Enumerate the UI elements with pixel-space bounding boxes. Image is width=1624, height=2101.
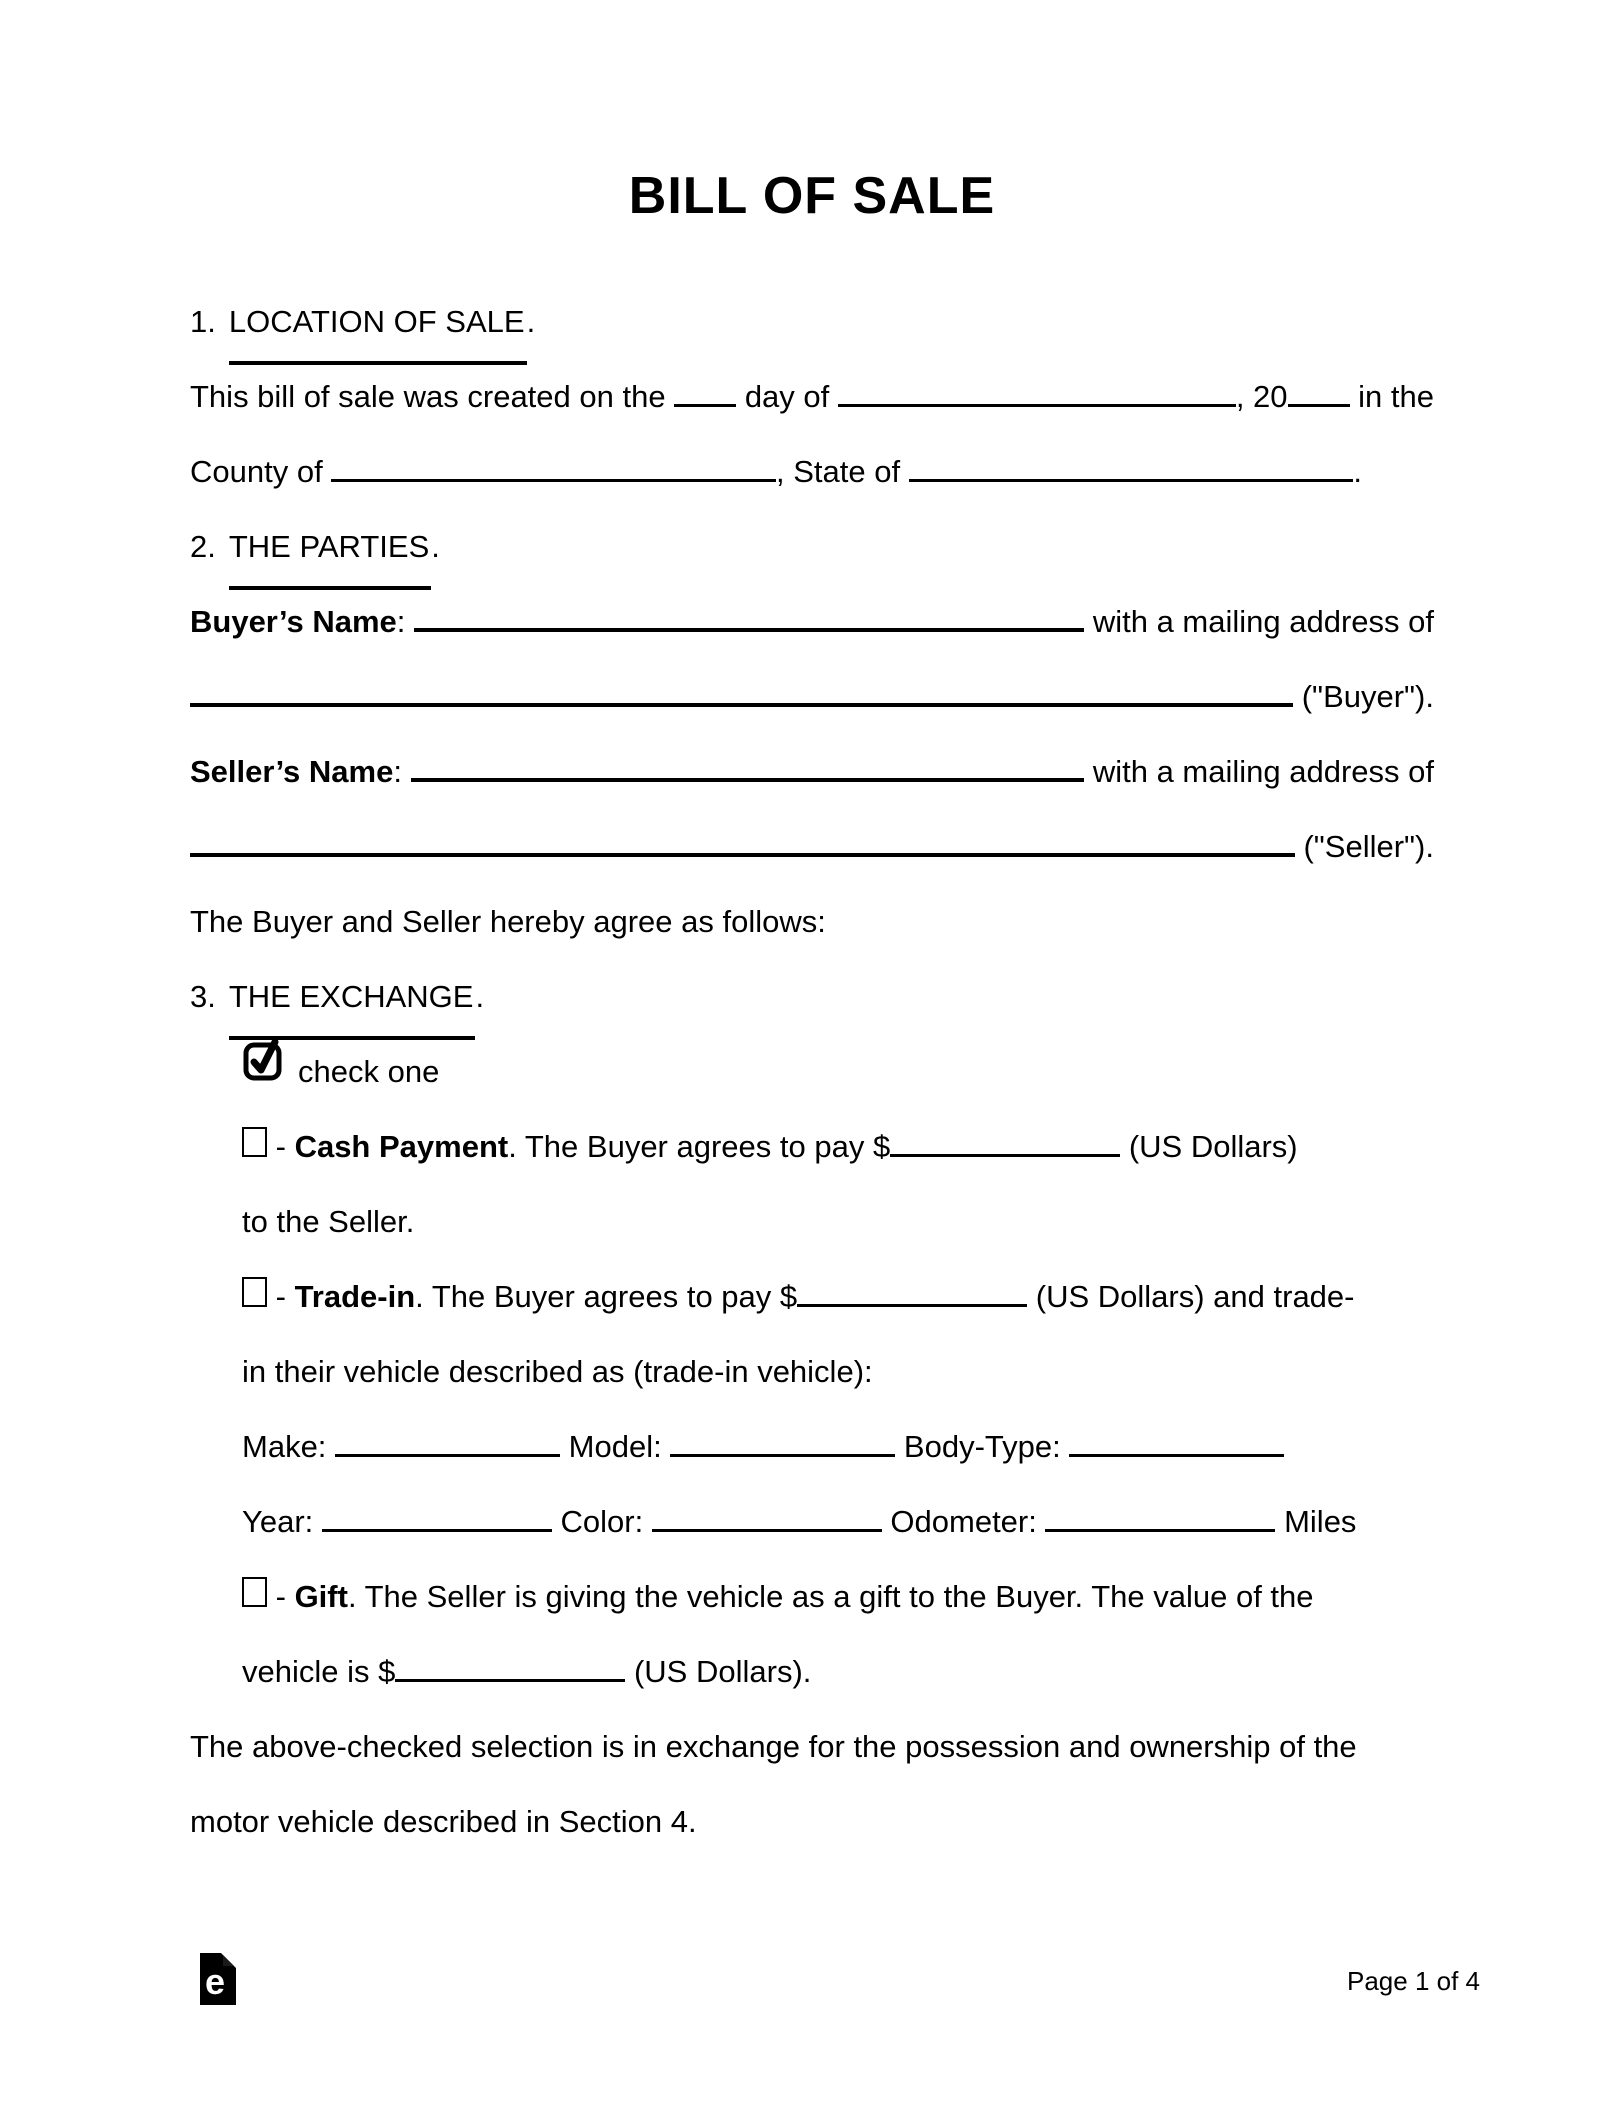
- trade-amount-blank-field[interactable]: [797, 1300, 1027, 1307]
- eforms-logo-icon: [200, 1953, 236, 2005]
- text-run: . The Seller is giving the vehicle as a gift to the Buyer. The value of the: [347, 1579, 1314, 1614]
- color-label: Color:: [551, 1504, 652, 1539]
- text-run: (US Dollars): [1120, 1129, 1298, 1164]
- closing-line-2: [190, 1784, 1434, 1859]
- text-run: . The Buyer agrees to pay $: [508, 1129, 891, 1164]
- text-run: -: [267, 1129, 295, 1164]
- body-type-blank-field[interactable]: [1069, 1450, 1284, 1457]
- body-type-label: Body-Type:: [895, 1429, 1070, 1464]
- date-line: [190, 359, 1434, 434]
- section-1-heading-row: [190, 284, 1434, 359]
- text-run: :: [393, 754, 411, 789]
- year-label: Year:: [242, 1504, 322, 1539]
- make-blank-field[interactable]: [335, 1450, 560, 1457]
- text-run: :: [396, 604, 415, 639]
- check-one-row: [190, 1034, 1434, 1109]
- text-run: -: [267, 1279, 295, 1314]
- cash-payment-checkbox[interactable]: [242, 1127, 267, 1157]
- document-body: [190, 284, 1434, 1859]
- trade-in-continuation-line: [190, 1334, 1434, 1409]
- county-label: County of: [190, 454, 332, 489]
- text-run: , 20: [1235, 379, 1288, 414]
- seller-name-blank-field[interactable]: [411, 774, 1085, 782]
- day-blank-field[interactable]: [674, 400, 736, 407]
- gift-checkbox[interactable]: [242, 1577, 267, 1607]
- color-blank-field[interactable]: [652, 1525, 882, 1532]
- page-number: Page 1 of 4: [1347, 1966, 1480, 1996]
- cash-payment-line: [190, 1109, 1434, 1184]
- section-1-period: .: [526, 304, 536, 339]
- agreement-line: [190, 884, 1434, 959]
- trade-in-checkbox[interactable]: [242, 1277, 267, 1307]
- section-1-heading: LOCATION OF SALE: [229, 284, 527, 365]
- cash-amount-blank-field[interactable]: [890, 1150, 1120, 1157]
- text-run: This bill of sale was created on the: [190, 379, 675, 414]
- section-3-number: 3.: [190, 979, 216, 1014]
- text-run: (US Dollars).: [625, 1654, 812, 1689]
- buyer-name-line: [190, 584, 1434, 659]
- cash-payment-label: Cash Payment: [294, 1129, 509, 1164]
- county-state-line: [190, 434, 1362, 509]
- text-run: to the Seller.: [242, 1204, 415, 1239]
- buyer-name-label: Buyer’s Name: [190, 604, 397, 639]
- seller-address-blank-field[interactable]: [190, 849, 1295, 857]
- gift-amount-blank-field[interactable]: [395, 1675, 625, 1682]
- state-label: , State of: [776, 454, 909, 489]
- section-3-heading: THE EXCHANGE: [229, 959, 476, 1040]
- seller-name-label: Seller’s Name: [190, 754, 394, 789]
- text-run: (US Dollars) and trade-: [1027, 1279, 1355, 1314]
- seller-address-line: [190, 809, 1434, 884]
- trade-in-line: [190, 1259, 1434, 1334]
- year-color-odometer-line: [190, 1484, 1434, 1559]
- model-blank-field[interactable]: [670, 1450, 895, 1457]
- text-run: day of: [736, 379, 838, 414]
- gift-value-line: [190, 1634, 1434, 1709]
- check-one-label: check one: [298, 1054, 440, 1089]
- gift-line: [190, 1559, 1434, 1634]
- text-run: motor vehicle described in Section 4.: [190, 1804, 697, 1839]
- year-blank-field[interactable]: [1288, 400, 1350, 407]
- state-blank-field[interactable]: [909, 475, 1354, 482]
- seller-name-line: [190, 734, 1434, 809]
- odometer-blank-field[interactable]: [1045, 1525, 1275, 1532]
- gift-label: Gift: [294, 1579, 348, 1614]
- logo-letter: e: [204, 1961, 226, 2002]
- text-run: with a mailing address of: [1084, 604, 1434, 639]
- text-run: . The Buyer agrees to pay $: [415, 1279, 798, 1314]
- document-title: BILL OF SALE: [628, 167, 996, 225]
- text-run: with a mailing address of: [1084, 754, 1434, 789]
- buyer-name-blank-field[interactable]: [414, 624, 1084, 632]
- section-3-heading-row: [190, 959, 1434, 1034]
- section-2-number: 2.: [190, 529, 216, 564]
- section-2-heading: THE PARTIES: [229, 509, 431, 590]
- odometer-label: Odometer:: [881, 1504, 1046, 1539]
- section-2-period: .: [431, 529, 440, 564]
- buyer-address-line: [190, 659, 1434, 734]
- text-run: .: [1353, 454, 1363, 489]
- checked-checkbox-icon[interactable]: [242, 1036, 284, 1082]
- text-run: in their vehicle described as (trade-in vehicle):: [242, 1354, 873, 1389]
- closing-line-1: [190, 1709, 1434, 1784]
- text-run: in the: [1349, 379, 1434, 414]
- text-run: The Buyer and Seller hereby agree as follows:: [190, 904, 826, 939]
- to-seller-line: [190, 1184, 1434, 1259]
- trade-in-label: Trade-in: [294, 1279, 416, 1314]
- text-run: -: [267, 1579, 295, 1614]
- year-vehicle-blank-field[interactable]: [322, 1525, 552, 1532]
- make-label: Make:: [242, 1429, 336, 1464]
- section-3-period: .: [475, 979, 485, 1014]
- text-run: The above-checked selection is in exchange for the possession and ownership of the: [190, 1729, 1357, 1764]
- text-run: ("Buyer").: [1293, 679, 1434, 714]
- section-2-heading-row: [190, 509, 1434, 584]
- miles-label: Miles: [1275, 1504, 1357, 1539]
- make-model-body-line: [190, 1409, 1434, 1484]
- buyer-address-blank-field[interactable]: [190, 699, 1293, 707]
- section-1-number: 1.: [190, 304, 216, 339]
- text-run: vehicle is $: [242, 1654, 396, 1689]
- model-label: Model:: [560, 1429, 671, 1464]
- month-blank-field[interactable]: [838, 400, 1236, 407]
- county-blank-field[interactable]: [331, 475, 776, 482]
- text-run: ("Seller").: [1294, 829, 1434, 864]
